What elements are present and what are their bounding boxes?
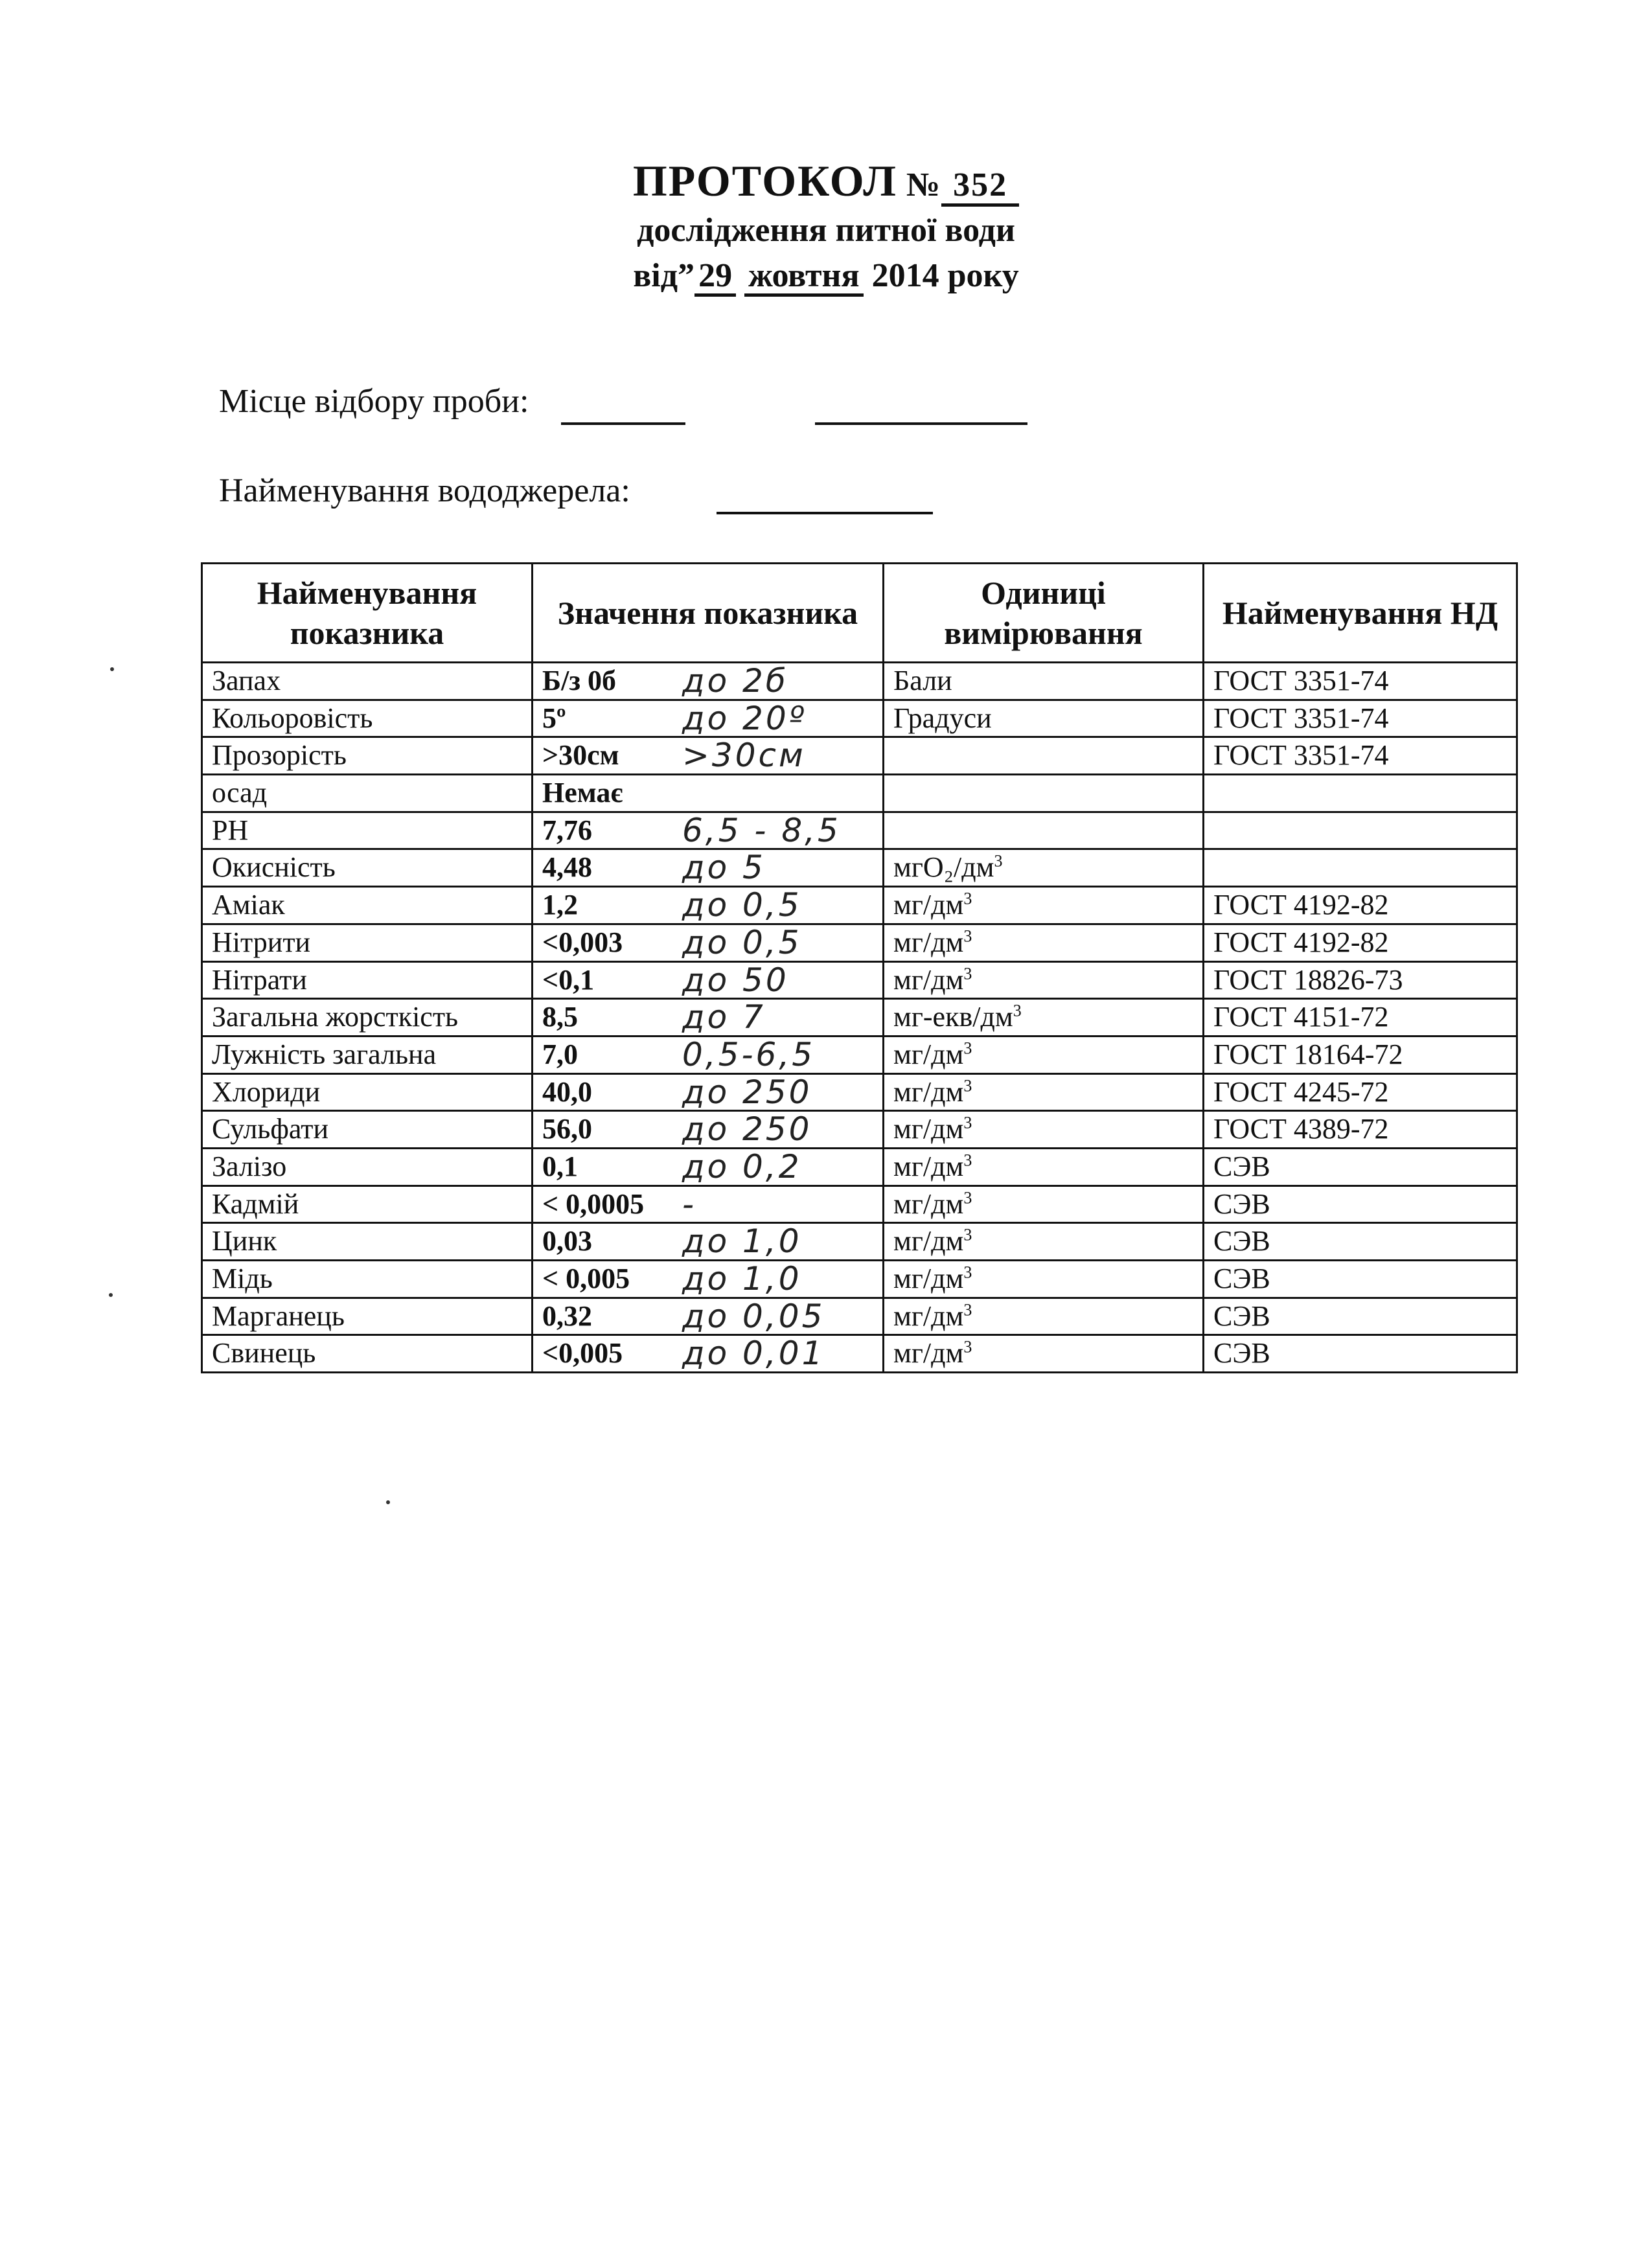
indicator-value-cell bbox=[533, 737, 884, 775]
table-row bbox=[202, 1186, 1517, 1223]
indicator-value-cell bbox=[533, 999, 884, 1037]
unit-exponent: 3 bbox=[963, 1038, 972, 1058]
unit-cell bbox=[884, 1223, 1204, 1261]
number-sign: № bbox=[906, 166, 942, 203]
indicator-name: Лужність загальна bbox=[202, 1036, 533, 1073]
header-indicator-name: Найменування показника bbox=[202, 564, 533, 663]
header-indicator-value: Значення показника bbox=[533, 564, 884, 663]
handwritten-norm: до 0,05 bbox=[682, 1298, 825, 1335]
date-space-2 bbox=[864, 257, 872, 294]
unit: мг/дм bbox=[893, 1337, 964, 1369]
unit-cell bbox=[884, 924, 1204, 961]
normative-doc: ГОСТ 3351-74 bbox=[1204, 700, 1517, 737]
table-row bbox=[202, 700, 1517, 737]
indicator-name: Марганець bbox=[202, 1298, 533, 1335]
protocol-subtitle: дослідження питної води bbox=[637, 212, 1015, 249]
indicator-value-cell bbox=[533, 812, 884, 849]
normative-doc: СЭВ bbox=[1204, 1335, 1517, 1373]
table-row bbox=[202, 1111, 1517, 1149]
unit: мг/дм bbox=[893, 1150, 964, 1182]
normative-doc: СЭВ bbox=[1204, 1298, 1517, 1335]
indicator-value: Б/з 0б bbox=[542, 665, 616, 696]
indicator-value-cell bbox=[533, 1073, 884, 1111]
table-row bbox=[202, 1073, 1517, 1111]
unit: мг/дм bbox=[893, 1187, 964, 1220]
indicator-value-cell bbox=[533, 700, 884, 737]
indicator-name: Мідь bbox=[202, 1261, 533, 1298]
handwritten-norm: до 0,01 bbox=[682, 1334, 825, 1373]
indicator-name: осад bbox=[202, 775, 533, 812]
unit-cell bbox=[884, 961, 1204, 999]
indicator-value: 8,5 bbox=[542, 1001, 578, 1033]
normative-doc: ГОСТ 4192-82 bbox=[1204, 887, 1517, 924]
handwritten-norm: >30см bbox=[682, 737, 806, 775]
unit-cell bbox=[884, 1335, 1204, 1373]
unit: мг-екв/дм bbox=[893, 1001, 1013, 1033]
indicator-name: Нітрати bbox=[202, 961, 533, 999]
protocol-number: 352 bbox=[941, 167, 1019, 207]
normative-doc: ГОСТ 18826-73 bbox=[1204, 961, 1517, 999]
unit-exponent: 3 bbox=[963, 1075, 972, 1095]
handwritten-norm: до 2б bbox=[682, 662, 788, 700]
table-row bbox=[202, 1261, 1517, 1298]
indicator-value-cell bbox=[533, 1261, 884, 1298]
normative-doc bbox=[1204, 812, 1517, 849]
unit-exponent: 3 bbox=[963, 926, 972, 946]
water-source-line bbox=[717, 512, 933, 514]
table-row bbox=[202, 924, 1517, 961]
indicator-value-cell bbox=[533, 1036, 884, 1073]
unit-cell bbox=[884, 1036, 1204, 1073]
indicator-value: <0,1 bbox=[542, 963, 595, 996]
indicator-name: Нітрити bbox=[202, 924, 533, 961]
indicator-value: 56,0 bbox=[542, 1113, 592, 1145]
unit-exponent: 3 bbox=[1013, 1001, 1022, 1020]
scan-speck bbox=[386, 1500, 390, 1504]
unit-exponent: 3 bbox=[963, 1113, 972, 1132]
indicator-name: Запах bbox=[202, 663, 533, 700]
normative-doc: ГОСТ 3351-74 bbox=[1204, 663, 1517, 700]
normative-doc bbox=[1204, 775, 1517, 812]
indicator-value: 40,0 bbox=[542, 1075, 592, 1108]
unit-cell bbox=[884, 1073, 1204, 1111]
table-row bbox=[202, 961, 1517, 999]
indicator-value-cell bbox=[533, 1223, 884, 1261]
indicator-value-cell bbox=[533, 663, 884, 700]
indicator-name: Прозорість bbox=[202, 737, 533, 775]
table-row bbox=[202, 663, 1517, 700]
table-body bbox=[202, 663, 1517, 1373]
unit-cell bbox=[884, 737, 1204, 775]
indicator-value: < 0,0005 bbox=[542, 1187, 645, 1220]
normative-doc: ГОСТ 4245-72 bbox=[1204, 1073, 1517, 1111]
indicator-value: <0,003 bbox=[542, 926, 623, 958]
indicator-value: 1,2 bbox=[542, 889, 578, 921]
indicator-name: Загальна жорсткість bbox=[202, 999, 533, 1037]
unit: мг/дм bbox=[893, 963, 964, 996]
unit-exponent: 3 bbox=[963, 963, 972, 983]
unit-cell bbox=[884, 849, 1204, 887]
protocol-title bbox=[0, 155, 1652, 207]
protocol-date bbox=[0, 257, 1652, 297]
indicator-name: Свинець bbox=[202, 1335, 533, 1373]
date-prefix: від” bbox=[633, 257, 695, 294]
unit-cell bbox=[884, 1261, 1204, 1298]
date-month: жовтня bbox=[744, 258, 864, 297]
indicator-value: 5º bbox=[542, 702, 566, 734]
date-suffix: 2014 року bbox=[871, 257, 1019, 294]
table-row bbox=[202, 1036, 1517, 1073]
unit-cell bbox=[884, 812, 1204, 849]
results-table bbox=[201, 562, 1518, 1373]
table-header-row bbox=[202, 564, 1517, 663]
indicator-value: <0,005 bbox=[542, 1337, 623, 1369]
indicator-value: 0,32 bbox=[542, 1300, 592, 1332]
unit-cell bbox=[884, 1148, 1204, 1186]
normative-doc: СЭВ bbox=[1204, 1223, 1517, 1261]
table-row bbox=[202, 999, 1517, 1037]
handwritten-norm: до 1,0 bbox=[682, 1222, 802, 1261]
normative-doc: СЭВ bbox=[1204, 1261, 1517, 1298]
handwritten-norm: 0,5-6,5 bbox=[682, 1036, 816, 1073]
table-row bbox=[202, 1335, 1517, 1373]
unit-exponent: 3 bbox=[963, 889, 972, 908]
table-row bbox=[202, 812, 1517, 849]
table-row bbox=[202, 1148, 1517, 1186]
unit: мг/дм bbox=[893, 1225, 964, 1257]
unit-exponent: 3 bbox=[963, 1263, 972, 1282]
normative-doc: ГОСТ 18164-72 bbox=[1204, 1036, 1517, 1073]
indicator-value-cell bbox=[533, 887, 884, 924]
header-units: Одиниці вимірювання bbox=[884, 564, 1204, 663]
indicator-value: < 0,005 bbox=[542, 1263, 630, 1294]
indicator-value: Немає bbox=[542, 777, 623, 809]
sampling-place-label: Місце відбору проби: bbox=[219, 383, 529, 420]
handwritten-norm: до 250 bbox=[682, 1110, 812, 1149]
handwritten-norm: до 50 bbox=[682, 961, 789, 999]
indicator-value: 0,03 bbox=[542, 1225, 592, 1257]
indicator-name: Кадмій bbox=[202, 1186, 533, 1223]
table-row bbox=[202, 887, 1517, 924]
normative-doc: ГОСТ 4192-82 bbox=[1204, 924, 1517, 961]
water-source-label: Найменування вододжерела: bbox=[219, 472, 630, 509]
sampling-place-field bbox=[219, 382, 529, 420]
handwritten-norm: до 1,0 bbox=[682, 1260, 802, 1298]
unit-cell bbox=[884, 700, 1204, 737]
indicator-name: Аміак bbox=[202, 887, 533, 924]
normative-doc: СЭВ bbox=[1204, 1148, 1517, 1186]
indicator-value-cell bbox=[533, 1186, 884, 1223]
unit: мг/дм bbox=[893, 1038, 964, 1070]
indicator-value-cell bbox=[533, 1298, 884, 1335]
normative-doc: ГОСТ 4389-72 bbox=[1204, 1111, 1517, 1149]
indicator-name: Кольоровість bbox=[202, 700, 533, 737]
indicator-name: Хлориди bbox=[202, 1073, 533, 1111]
unit-exponent: 3 bbox=[963, 1187, 972, 1207]
unit-cell bbox=[884, 1186, 1204, 1223]
normative-doc: ГОСТ 4151-72 bbox=[1204, 999, 1517, 1037]
unit: мг/дм bbox=[893, 1075, 964, 1108]
unit-cell bbox=[884, 999, 1204, 1037]
header-normative-doc: Найменування НД bbox=[1204, 564, 1517, 663]
unit-cell bbox=[884, 775, 1204, 812]
normative-doc: СЭВ bbox=[1204, 1186, 1517, 1223]
indicator-value: 4,48 bbox=[542, 851, 592, 884]
indicator-value-cell bbox=[533, 849, 884, 887]
title-text: ПРОТОКОЛ bbox=[632, 156, 897, 205]
unit: Градуси bbox=[893, 702, 992, 734]
handwritten-norm: до 250 bbox=[682, 1073, 812, 1111]
handwritten-norm: до 0,2 bbox=[682, 1148, 802, 1186]
indicator-value: 0,1 bbox=[542, 1150, 578, 1182]
unit-exponent: 3 bbox=[994, 851, 1003, 871]
scan-speck bbox=[109, 1293, 113, 1297]
unit-exponent: 3 bbox=[963, 1337, 972, 1357]
unit: мг/дм bbox=[893, 889, 964, 921]
handwritten-norm: до 0,5 bbox=[682, 924, 802, 961]
handwritten-norm: до 20º bbox=[682, 700, 807, 737]
scan-speck bbox=[110, 667, 114, 671]
indicator-name: PH bbox=[202, 812, 533, 849]
indicator-value: >30см bbox=[542, 739, 619, 772]
unit-exponent: 3 bbox=[963, 1225, 972, 1244]
indicator-value-cell bbox=[533, 1335, 884, 1373]
unit: мг/дм bbox=[893, 1113, 964, 1145]
unit-cell bbox=[884, 887, 1204, 924]
unit: мгО₂/дм bbox=[893, 851, 994, 884]
indicator-name: Цинк bbox=[202, 1223, 533, 1261]
normative-doc: ГОСТ 3351-74 bbox=[1204, 737, 1517, 775]
indicator-value-cell bbox=[533, 775, 884, 812]
unit-cell bbox=[884, 663, 1204, 700]
handwritten-norm: до 0,5 bbox=[682, 886, 802, 924]
normative-doc bbox=[1204, 849, 1517, 887]
unit: мг/дм bbox=[893, 1263, 964, 1294]
indicator-value-cell bbox=[533, 924, 884, 961]
unit: Бали bbox=[893, 665, 952, 696]
unit-cell bbox=[884, 1111, 1204, 1149]
indicator-value-cell bbox=[533, 1148, 884, 1186]
water-source-field bbox=[219, 472, 630, 510]
indicator-value-cell bbox=[533, 1111, 884, 1149]
handwritten-norm: до 7 bbox=[682, 998, 766, 1037]
table-row bbox=[202, 775, 1517, 812]
date-space bbox=[736, 257, 744, 294]
handwritten-norm: - bbox=[682, 1186, 697, 1223]
sampling-place-gap bbox=[685, 420, 815, 428]
indicator-name: Залізо bbox=[202, 1148, 533, 1186]
table-row bbox=[202, 737, 1517, 775]
unit: мг/дм bbox=[893, 926, 964, 958]
handwritten-norm: 6,5 - 8,5 bbox=[682, 812, 841, 849]
indicator-value: 7,76 bbox=[542, 814, 592, 846]
indicator-name: Окисність bbox=[202, 849, 533, 887]
table-row bbox=[202, 849, 1517, 887]
unit-cell bbox=[884, 1298, 1204, 1335]
handwritten-norm: до 5 bbox=[682, 849, 766, 887]
unit-exponent: 3 bbox=[963, 1300, 972, 1320]
indicator-value: 7,0 bbox=[542, 1038, 578, 1070]
date-day: 29 bbox=[694, 258, 736, 297]
table-row bbox=[202, 1223, 1517, 1261]
unit-exponent: 3 bbox=[963, 1151, 972, 1170]
unit: мг/дм bbox=[893, 1300, 964, 1332]
indicator-value-cell bbox=[533, 961, 884, 999]
table-row bbox=[202, 1298, 1517, 1335]
indicator-name: Сульфати bbox=[202, 1111, 533, 1149]
